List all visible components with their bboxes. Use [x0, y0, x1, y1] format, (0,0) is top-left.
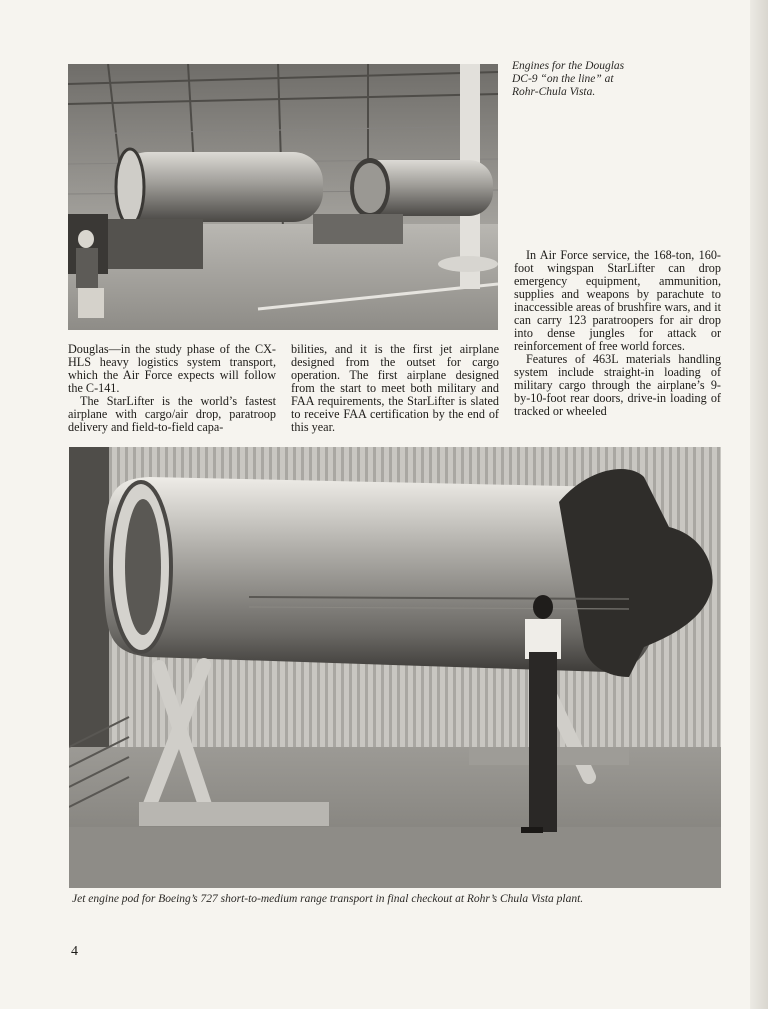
text-column-2: [291, 343, 499, 434]
col1-paragraph-2: The StarLifter is the world’s fastest airplane with cargo/air drop, paratroop delivery and field-to-field capa-: [68, 394, 276, 434]
top-caption-line-1: Engines for the Douglas: [512, 60, 625, 72]
page-edge: [750, 0, 768, 1009]
engine-pod-photo-illustration: [69, 447, 721, 888]
top-photo-caption: [512, 60, 682, 99]
col3-paragraph-2: Features of 463L materials handling system include straight-in loading of military cargo through the airplane’s 9-by-10-foot rear doors, drive-in loading of tracked or wheeled: [514, 352, 721, 418]
page-number: 4: [71, 944, 78, 959]
text-column-1: [68, 343, 276, 434]
bottom-photo-caption: Jet engine pod for Boeing’s 727 short-to-medium range transport in final checkout at Rohr’s Chula Vista plant.: [72, 893, 584, 905]
engine-pod-photo: [69, 447, 721, 888]
top-caption-line-3: Rohr-Chula Vista.: [512, 86, 596, 98]
col3-paragraph-1: In Air Force service, the 168-ton, 160-foot wingspan StarLifter can drop emergency equipment, ammunition, supplies and weapons by parachute to inaccessible areas of brushfire wars, and it can carry 123 paratroopers for air drop into dense jungles for attack or reinforcement of free world forces.: [514, 248, 721, 353]
engines-photo: [68, 64, 498, 330]
col1-paragraph-1: Douglas—in the study phase of the CX-HLS heavy logistics system transport, which the Air Force expects will follow the C-141.: [68, 342, 276, 395]
top-caption-line-2: DC-9 “on the line” at: [512, 73, 614, 85]
engines-photo-illustration: [68, 64, 498, 330]
col2-paragraph-1: bilities, and it is the first jet airplane designed from the outset for cargo operation. The first airplane designed from the start to meet both military and FAA requirements, the StarLifter is slated to receive FAA certification by the end of this year.: [291, 342, 499, 434]
text-column-3: [514, 249, 721, 418]
